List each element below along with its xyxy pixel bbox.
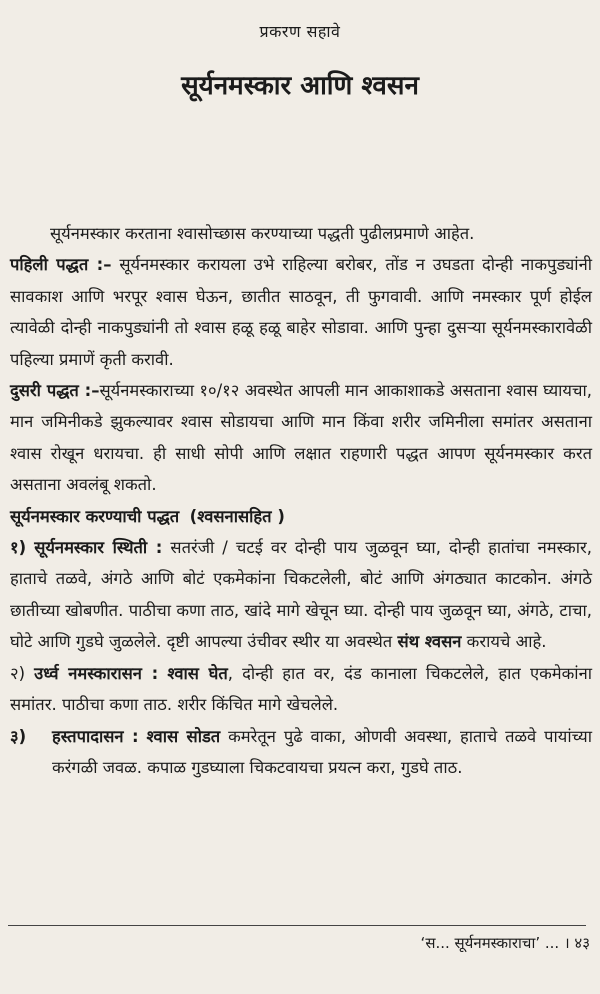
step-1 — [10, 532, 592, 658]
procedure-subheading: (श्वसनासहित ) — [189, 506, 285, 526]
step-1-label: सूर्यनमस्कार स्थिती : — [34, 538, 163, 558]
procedure-heading-text: सूर्यनमस्कार करण्याची पद्धत — [10, 506, 180, 526]
procedure-heading — [10, 501, 592, 532]
method-1-paragraph — [10, 249, 592, 375]
method-1-label: पहिली पद्धत :– — [10, 255, 112, 275]
page-footer: ‘स... सूर्यनमस्काराचा’ ... । ४३ — [420, 934, 590, 952]
step-3-label: हस्तपादासन : — [52, 726, 139, 746]
method-2-paragraph — [10, 375, 592, 501]
step-2-text: , दोन्ही हात वर, दंड कानाला चिकटलेले, हात एकमेकांना समांतर. पाठीचा कणा ताठ. शरीर किंचित मागे खेचलेले. — [10, 663, 592, 715]
step-1-text-a: सतरंजी / चटई वर दोन्ही पाय जुळवून घ्या, दोन्ही हातांचा नमस्कार, हाताचे तळवे, अंगठे आणि बोटं एकमेकांना चिकटलेली, बोटं आणि अंगठ्यात काटकोन. अंगठे छातीच्या खोबणीत. पाठीचा कणा ताठ, खांदे मागे खेचून घ्या. दोन्ही पाय जुळवून घ्या, अंगठे, टाचा, घोटे आणि गुडघे जुळलेले. दृष्टी आपल्या उंचीवर स्थीर या अवस्थेत — [10, 538, 592, 652]
step-1-number: १) — [10, 538, 27, 558]
step-2-number: २) — [10, 663, 26, 683]
step-3 — [10, 721, 592, 784]
method-1-text: सूर्यनमस्कार करायला उभे राहिल्या बरोबर, तोंड न उघडता दोन्ही नाकपुड्यांनी सावकाश आणि भरपूर श्वास घेऊन, छातीत साठवून, ती फुगवावी. आणि नमस्कार पूर्ण होईल त्यावेळी दोन्ही नाकपुड्यांनी तो श्वास हळू हळू बाहेर सोडावा. आणि पुन्हा दुसऱ्या सूर्यनमस्कारावेळी पहिल्या प्रमाणें कृती करावी. — [10, 255, 592, 369]
page-title: सूर्यनमस्कार आणि श्वसन — [181, 71, 419, 101]
step-2-bold: श्वास घेत — [167, 663, 228, 683]
step-2 — [10, 658, 592, 721]
step-1-bold: संथ श्वसन — [397, 632, 462, 652]
intro-paragraph: सूर्यनमस्कार करताना श्वासोच्छास करण्याच्या पद्धती पुढीलप्रमाणे आहेत. — [50, 224, 475, 243]
step-3-text: कमरेतून पुढे वाका, ओणवी अवस्था, हाताचे तळवे पायांच्या करंगळी जवळ. कपाळ गुडघ्याला चिकटवायचा प्रयत्न करा, गुडघे ताठ. — [52, 726, 592, 777]
step-3-body — [52, 721, 592, 784]
body-text — [10, 218, 592, 783]
footer-divider — [8, 925, 586, 926]
step-3-number: ३) — [10, 726, 27, 746]
method-2-label: दुसरी पद्धत :– — [10, 381, 100, 401]
step-2-label: उर्ध्व नमस्कारासन : — [34, 663, 159, 683]
method-2-text: सूर्यनमस्काराच्या १०/१२ अवस्थेत आपली मान आकाशाकडे असताना श्वास घ्यायचा, मान जमिनीकडे झुकल्यावर श्वास सोडायचा आणि मान किंवा शरीर जमिनीला समांतर असताना श्वास रोखून धरायचा. ही साधी सोपी आणि लक्षात राहणारी पद्धत आपण सूर्यनमस्कार करत असताना अवलंबू शकतो. — [10, 381, 592, 495]
step-3-bold: श्वास सोडत — [146, 726, 221, 746]
step-1-text-c: करायचे आहे. — [461, 632, 547, 652]
chapter-label: प्रकरण सहावे — [259, 22, 341, 41]
